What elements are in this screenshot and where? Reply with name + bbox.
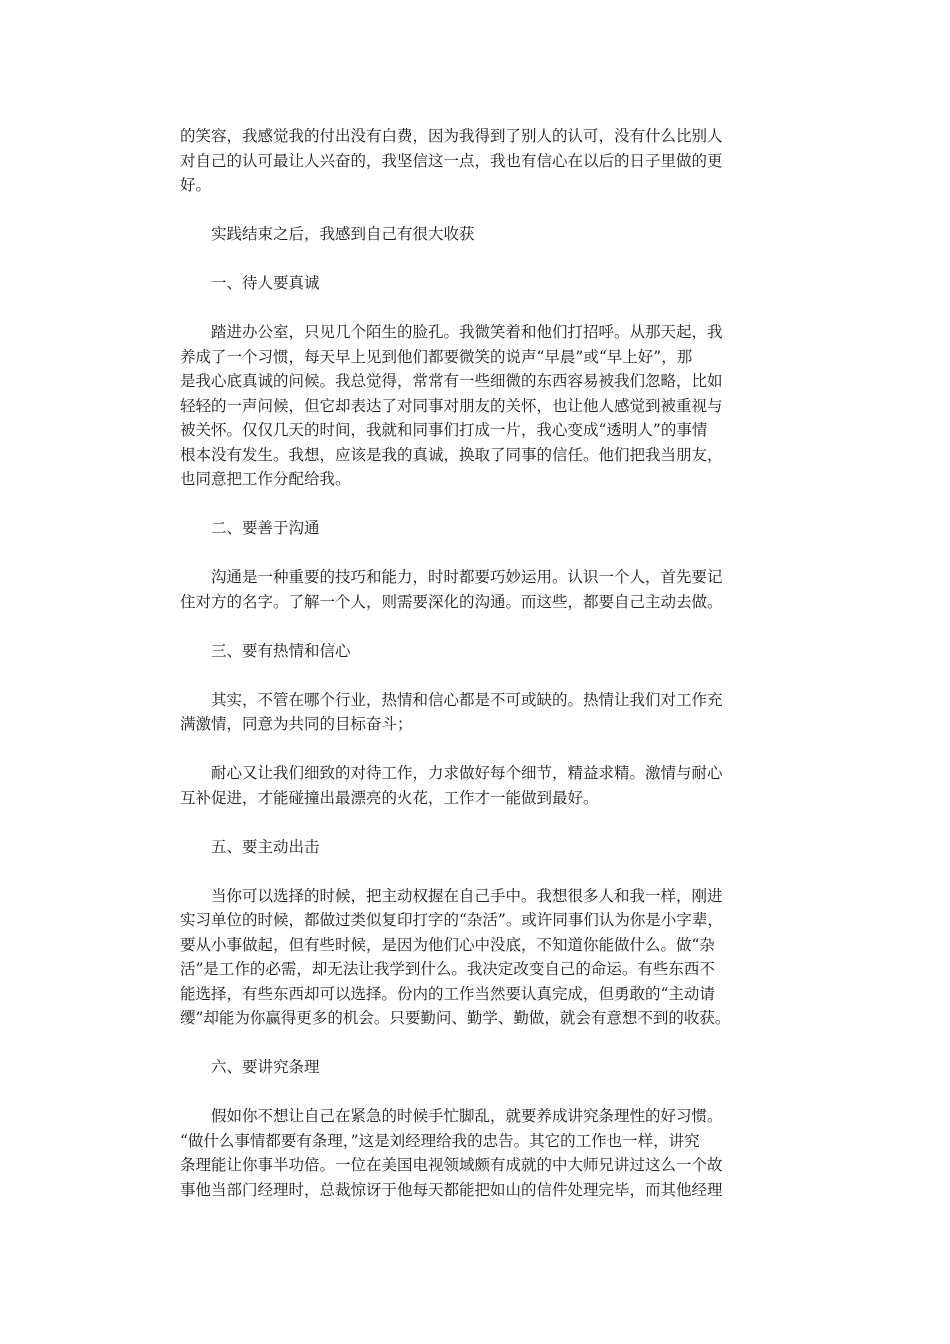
text-line: 被关怀。仅仅几天的时间，我就和同事们打成一片，我心变成“透明人”的事情 <box>180 421 708 439</box>
section-heading-6: 六、要讲究条理 <box>211 1058 320 1076</box>
section-heading-3: 三、要有热情和信心 <box>211 641 351 660</box>
paragraph-enthusiasm <box>180 688 772 737</box>
text-line: “做什么事情都要有条理，”这是刘经理给我的忠告。其它的工作也一样，讲究 <box>180 1131 700 1150</box>
section-heading-1: 一、待人要真诚 <box>211 274 320 292</box>
text-line: 当你可以选择的时候，把主动权握在自己手中。我想很多人和我一样，刚进 <box>211 886 723 905</box>
paragraph-patience <box>180 761 772 810</box>
text-line: 住对方的名字。了解一个人，则需要深化的沟通。而这些，都要自己主动去做。 <box>180 592 723 611</box>
text-line: 能选择，有些东西却可以选择。份内的工作当然要认真完成，但勇敢的“主动请 <box>180 984 715 1003</box>
text-line: 轻轻的一声问候，但它却表达了对同事对朋友的关怀，也让他人感觉到被重视与 <box>180 396 723 415</box>
section-heading-2: 二、要善于沟通 <box>211 519 320 537</box>
text-line: 根本没有发生。我想，应该是我的真诚，换取了同事的信任。他们把我当朋友， <box>180 445 723 464</box>
document-body <box>180 124 772 1202</box>
text-line: 活”是工作的必需，却无法让我学到什么。我决定改变自己的命运。有些东西不 <box>180 960 715 978</box>
text-line: 要从小事做起，但有些时候，是因为他们心中没底，不知道你能做什么。做“杂 <box>180 935 715 954</box>
text-line: 耐心又让我们细致的对待工作，力求做好每个细节，精益求精。激情与耐心 <box>211 764 723 782</box>
section-heading-5: 五、要主动出击 <box>211 837 320 856</box>
text-line: 假如你不想让自己在紧急的时候手忙脚乱，就要养成讲究条理性的好习惯。 <box>211 1107 723 1125</box>
text-line: 的笑容，我感觉我的付出没有白费，因为我得到了别人的认可，没有什么比别人 <box>180 127 723 145</box>
text-line: 实习单位的时候，都做过类似复印打字的“杂活”。或许同事们认为你是小字辈， <box>180 911 723 929</box>
text-line: 缨”却能为你赢得更多的机会。只要勤问、勤学、勤做，就会有意想不到的收获。 <box>180 1009 731 1027</box>
text-line: 沟通是一种重要的技巧和能力，时时都要巧妙运用。认识一个人，首先要记 <box>211 568 723 586</box>
text-line: 其实，不管在哪个行业，热情和信心都是不可或缺的。热情让我们对工作充 <box>211 690 723 709</box>
text-line: 互补促进，才能碰撞出最漂亮的火花，工作才一能做到最好。 <box>180 788 599 807</box>
paragraph-communication <box>180 565 772 614</box>
paragraph-continuation <box>180 124 772 198</box>
text-line: 踏进办公室，只见几个陌生的脸孔。我微笑着和他们打招呼。从那天起，我 <box>211 323 723 341</box>
text-line: 条理能让你事半功倍。一位在美国电视领域颇有成就的中大师兄讲过这么一个故 <box>180 1156 723 1174</box>
text-line: 养成了一个习惯，每天早上见到他们都要微笑的说声“早晨”或“早上好”，那 <box>180 347 693 366</box>
intro-line: 实践结束之后，我感到自己有很大收获 <box>211 225 475 243</box>
text-line: 对自己的认可最让人兴奋的，我坚信这一点，我也有信心在以后的日子里做的更 <box>180 151 723 170</box>
text-line: 满激情，同意为共同的目标奋斗； <box>180 715 413 733</box>
paragraph-initiative <box>180 884 772 1031</box>
text-line: 好。 <box>180 176 212 194</box>
text-line: 是我心底真诚的问候。我总觉得，常常有一些细微的东西容易被我们忽略，比如 <box>180 372 723 390</box>
text-line: 也同意把工作分配给我。 <box>180 470 351 488</box>
paragraph-sincerity <box>180 320 772 492</box>
paragraph-organization <box>180 1104 772 1202</box>
text-line: 事他当部门经理时，总裁惊讶于他每天都能把如山的信件处理完毕，而其他经理 <box>180 1180 723 1199</box>
